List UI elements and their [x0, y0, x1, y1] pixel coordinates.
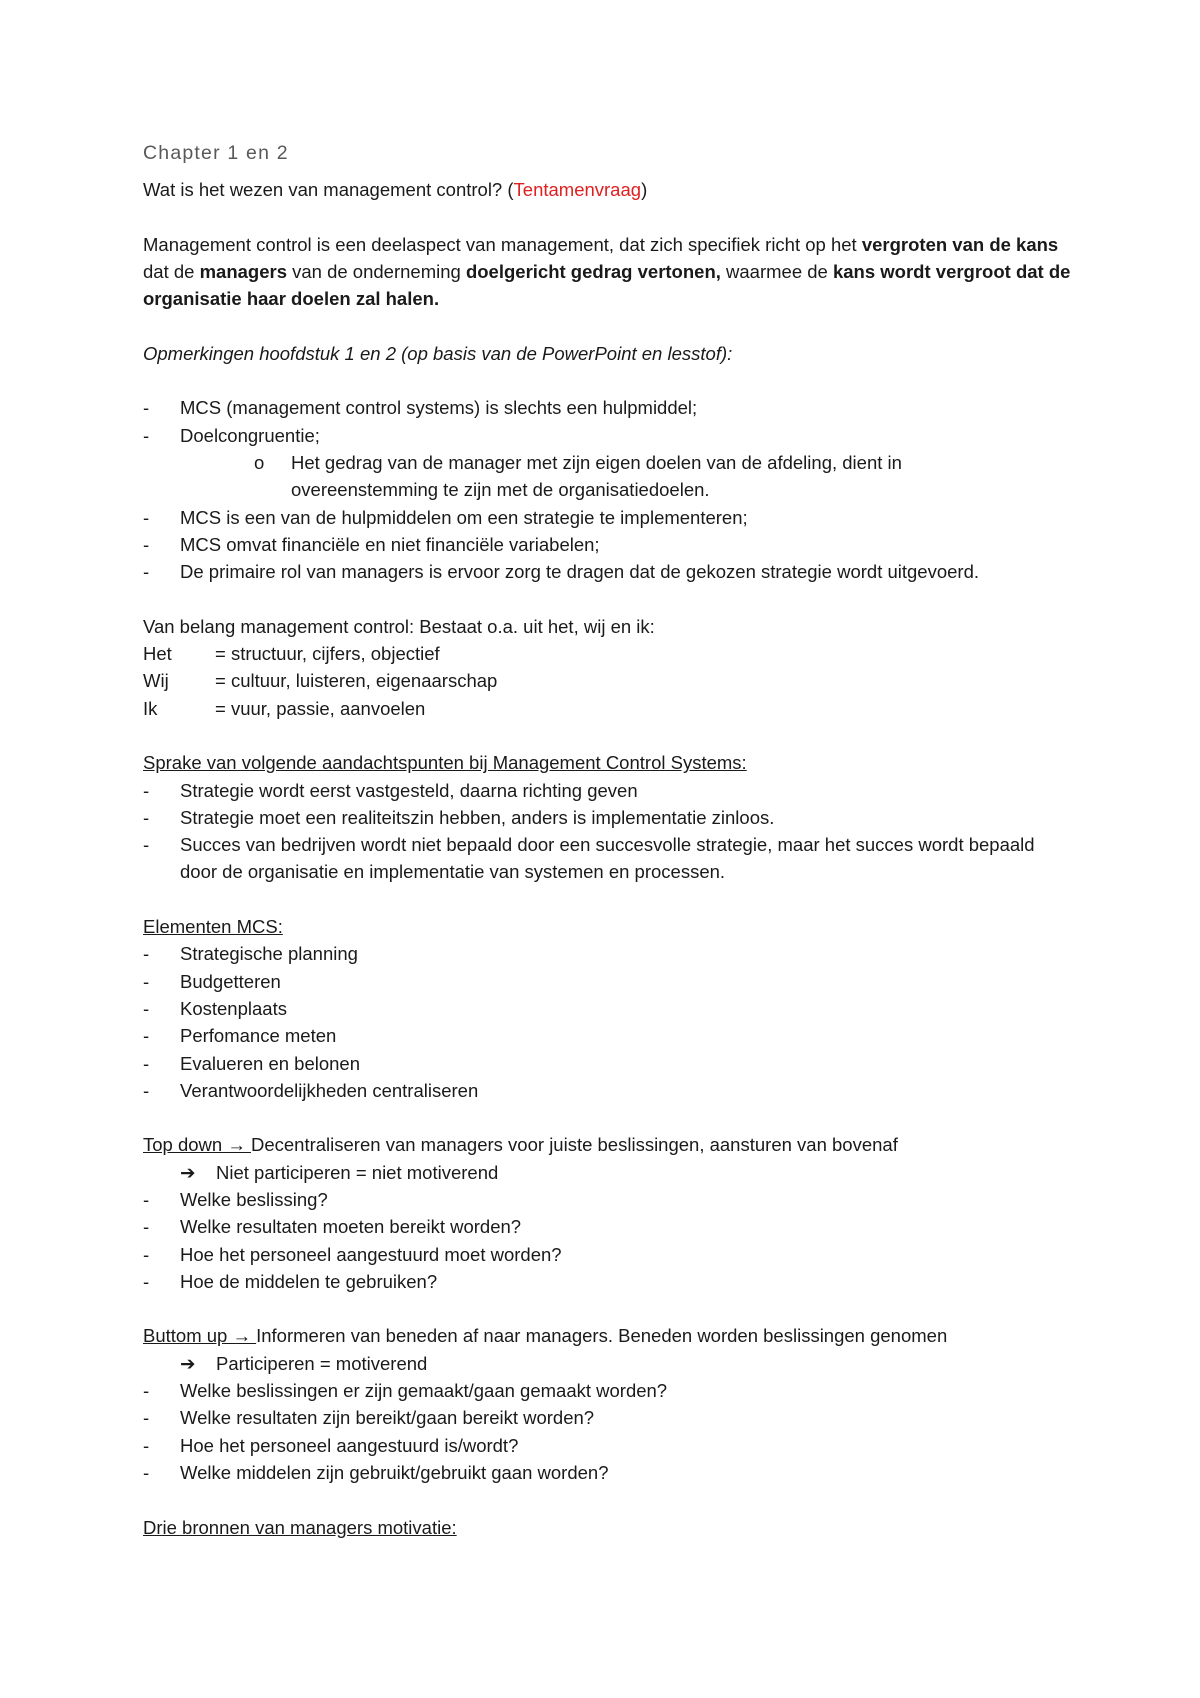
topdown-heading: Top down → Decentraliseren van managers voor juiste beslissingen, aansturen van bovenaf: [143, 1134, 898, 1156]
list-item: - Hoe het personeel aangestuurd moet worden?: [143, 1243, 562, 1265]
list-item: - Verantwoordelijkheden centraliseren: [143, 1079, 479, 1101]
list-item: - MCS omvat financiële en niet financiële variabelen;: [143, 533, 600, 555]
list-item: - Welke middelen zijn gebruikt/gebruikt gaan worden?: [143, 1461, 609, 1483]
list-item: - Strategie moet een realiteitszin hebben, anders is implementatie zinloos.: [143, 806, 775, 828]
remarks-list: [143, 394, 1073, 585]
page-title: Chapter 1 en 2: [143, 142, 289, 164]
list-item: - Kostenplaats: [143, 997, 287, 1019]
list-item: - Budgetteren: [143, 970, 281, 992]
list-item: - MCS is een van de hulpmiddelen om een strategie te implementeren;: [143, 506, 748, 528]
elements-heading: Elementen MCS:: [143, 916, 283, 938]
importance-row: Het = structuur, cijfers, objectief: [143, 643, 440, 665]
importance-intro: Van belang management control: Bestaat o.a. uit het, wij en ik:: [143, 615, 655, 637]
exam-question: Wat is het wezen van management control? (Tentamenvraag): [143, 179, 648, 200]
motivation-heading: Drie bronnen van managers motivatie:: [143, 1516, 457, 1538]
list-item: - Hoe de middelen te gebruiken?: [143, 1270, 438, 1292]
definition-paragraph: Management control is een deelaspect van management, dat zich specifiek richt op het vergroten van de kans dat de managers van de onderneming doelgericht gedrag vertonen, waarmee de kans wordt vergroot dat de organisatie haar doelen zal halen.: [143, 233, 1071, 310]
list-item: - Doelcongruentie;: [143, 424, 320, 446]
list-item: - Welke resultaten zijn bereikt/gaan bereikt worden?: [143, 1407, 595, 1429]
list-item: - Welke beslissing?: [143, 1188, 328, 1210]
list-item: - Evalueren en belonen: [143, 1052, 361, 1074]
exam-tag: Tentamenvraag: [513, 179, 642, 200]
document-page: [143, 140, 1073, 1541]
arrow-right-icon: ➔: [180, 1352, 196, 1374]
arrow-right-icon: ➔: [180, 1161, 196, 1183]
remarks-heading: Opmerkingen hoofdstuk 1 en 2 (op basis van de PowerPoint en lesstof):: [143, 342, 733, 364]
list-item: - Welke beslissingen er zijn gemaakt/gaan gemaakt worden?: [143, 1380, 668, 1402]
importance-row: Wij = cultuur, luisteren, eigenaarschap: [143, 670, 498, 692]
list-item: - De primaire rol van managers is ervoor zorg te dragen dat de gekozen strategie wordt uitgevoerd.: [143, 561, 980, 583]
importance-row: Ik = vuur, passie, aanvoelen: [143, 697, 426, 719]
list-item: - Perfomance meten: [143, 1025, 337, 1047]
list-item: - Welke resultaten moeten bereikt worden?: [143, 1216, 522, 1238]
attention-heading: Sprake van volgende aandachtspunten bij Management Control Systems:: [143, 752, 747, 774]
list-item: - Strategie wordt eerst vastgesteld, daarna richting geven: [143, 779, 638, 801]
bottomup-heading: Buttom up → Informeren van beneden af naar managers. Beneden worden beslissingen genomen: [143, 1325, 948, 1347]
topdown-arrow-note: ➔ Niet participeren = niet motiverend: [143, 1159, 1073, 1186]
list-item: - Strategische planning: [143, 943, 358, 965]
sub-list-item: o Het gedrag van de manager met zijn eigen doelen van de afdeling, dient in overeenstemming te zijn met de organisatiedoelen.: [254, 451, 902, 501]
bottomup-arrow-note: ➔ Participeren = motiverend: [143, 1350, 1073, 1377]
list-item: - MCS (management control systems) is slechts een hulpmiddel;: [143, 397, 698, 419]
list-item: - Hoe het personeel aangestuurd is/wordt?: [143, 1434, 519, 1456]
list-item: - Succes van bedrijven wordt niet bepaald door een succesvolle strategie, maar het succes wordt bepaald door de organisatie en implementatie van systemen en processen.: [143, 834, 1035, 883]
